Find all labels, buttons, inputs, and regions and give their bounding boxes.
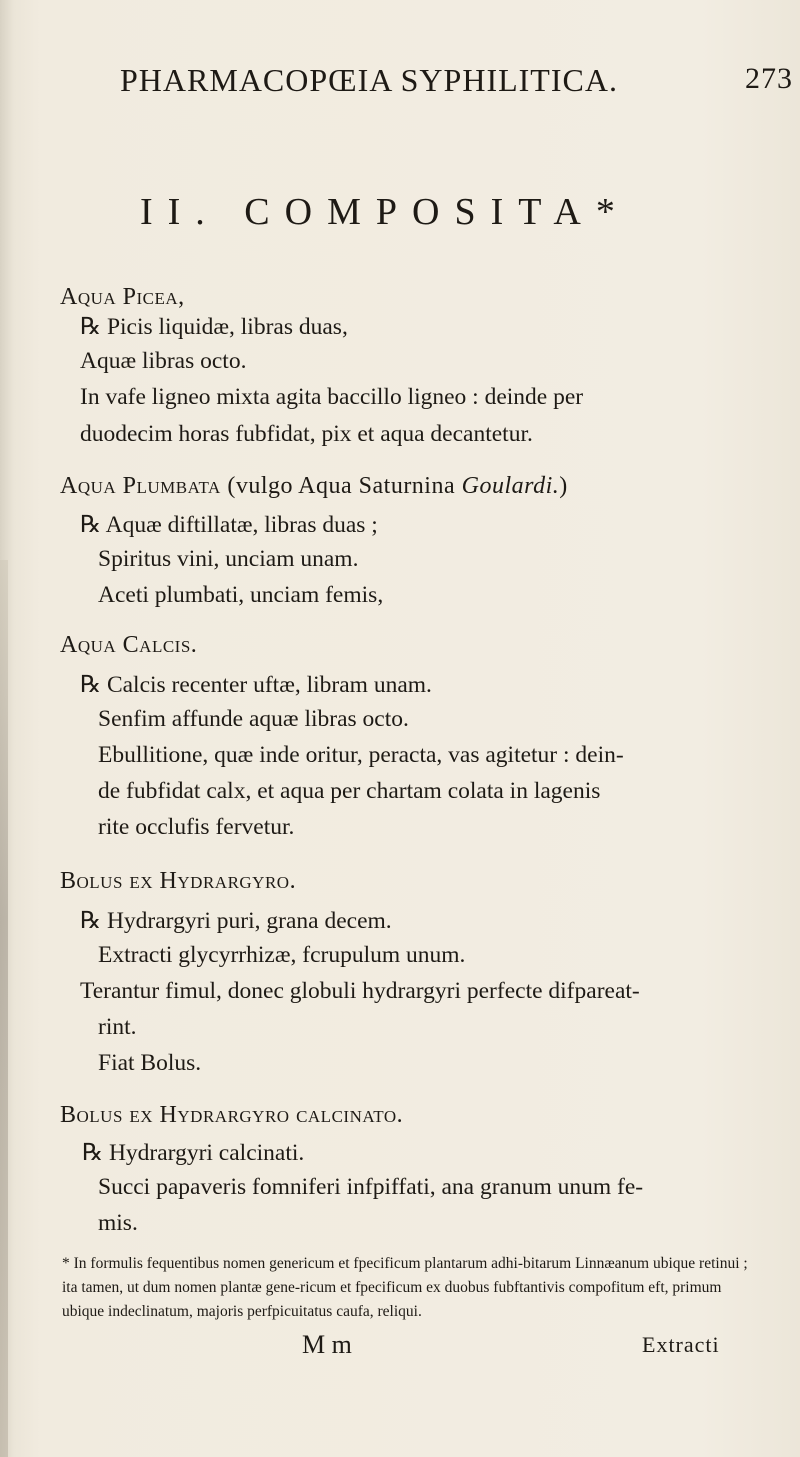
- recipe-line: Ebullitione, quæ inde oritur, peracta, vas agitetur : dein-: [98, 742, 624, 768]
- page-binding-edge: [0, 560, 8, 1457]
- section-title: II. COMPOSITA*: [140, 191, 630, 233]
- recipe-line: rint.: [98, 1014, 137, 1040]
- recipe-line: Spiritus vini, unciam unam.: [98, 546, 359, 572]
- recipe-line: Fiat Bolus.: [98, 1050, 202, 1076]
- recipe-heading-close: ): [559, 473, 568, 499]
- running-head-title: PHARMACOPŒIA SYPHILITICA.: [120, 62, 618, 98]
- recipe-line: In vafe ligneo mixta agita baccillo ligneo : deinde per: [80, 384, 584, 410]
- recipe-line: rite occlufis fervetur.: [98, 814, 295, 840]
- recipe-line: Succi papaveris fomniferi infpiffati, ana granum unum fe-: [98, 1174, 644, 1200]
- recipe-line: duodecim horas fubfidat, pix et aqua decantetur.: [80, 421, 533, 447]
- recipe-heading: Aqua Picea,: [60, 284, 185, 310]
- recipe-heading: [60, 473, 568, 500]
- recipe-line: ℞ Picis liquidæ, libras duas,: [80, 314, 348, 340]
- recipe-heading: Bolus ex Hydrargyro calcinato.: [60, 1102, 404, 1128]
- recipe-heading-note: (vulgo Aqua Saturnina: [227, 473, 462, 499]
- recipe-line: mis.: [98, 1210, 138, 1236]
- recipe-heading: Bolus ex Hydrargyro.: [60, 868, 297, 894]
- recipe-heading-italic: Goulardi.: [461, 473, 560, 499]
- recipe-heading-main: Aqua Plumbata: [60, 473, 221, 499]
- recipe-line: ℞ Hydrargyri puri, grana decem.: [80, 908, 392, 934]
- recipe-line: ℞ Aquæ diftillatæ, libras duas ;: [80, 512, 378, 538]
- recipe-line: ℞ Hydrargyri calcinati.: [82, 1140, 305, 1166]
- recipe-line: de fubfidat calx, et aqua per chartam colata in lagenis: [98, 778, 601, 804]
- page-number: 273: [745, 62, 793, 95]
- recipe-line: Terantur fimul, donec globuli hydrargyri perfecte difpareat-: [80, 978, 640, 1004]
- recipe-heading: Aqua Calcis.: [60, 632, 198, 658]
- recipe-line: Extracti glycyrrhizæ, fcrupulum unum.: [98, 942, 466, 968]
- catchword: Extracti: [642, 1332, 720, 1357]
- recipe-line: Senfim affunde aquæ libras octo.: [98, 706, 409, 732]
- recipe-line: ℞ Calcis recenter uftæ, libram unam.: [80, 672, 432, 698]
- footnote: * In formulis fequentibus nomen genericum et fpecificum plantarum adhi-bitarum Linnæanum ubique retinui ; ita tamen, ut dum nomen plantæ gene-ricum et fpecificum ex duobus fubftantivis compofitum eft, primum ubique indeclinatum, majoris perfpicuitatus caufa, reliqui.: [62, 1255, 748, 1320]
- signature-mark: M m: [302, 1330, 352, 1359]
- recipe-line: Aceti plumbati, unciam femis,: [98, 582, 384, 608]
- recipe-line: Aquæ libras octo.: [80, 348, 247, 374]
